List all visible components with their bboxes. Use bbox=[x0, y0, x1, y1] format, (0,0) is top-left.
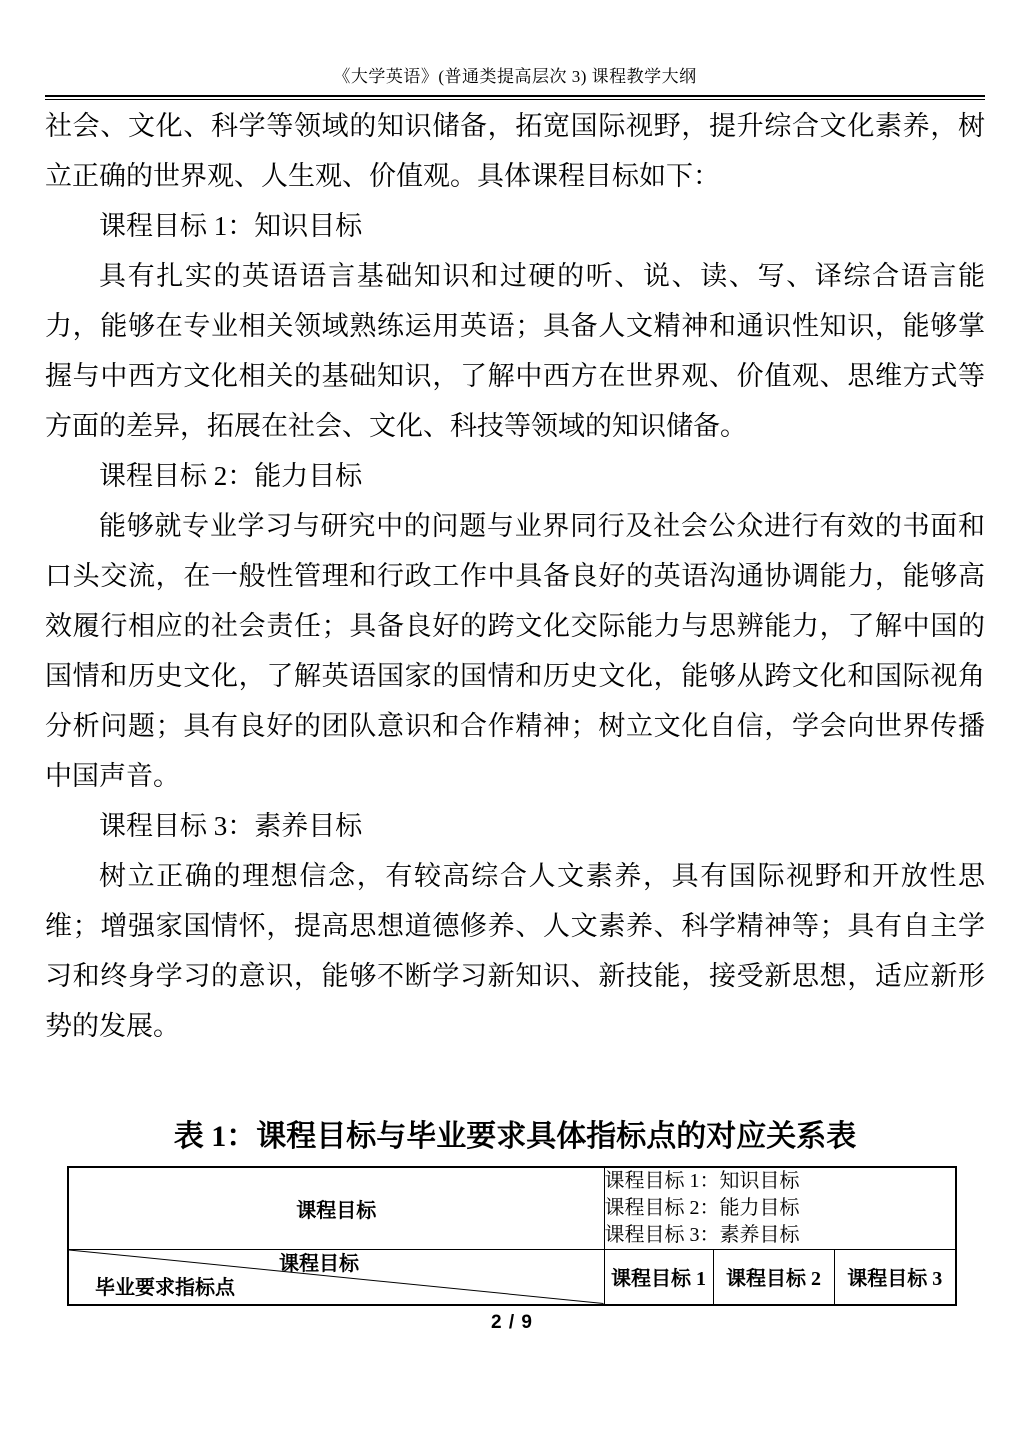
table-caption: 表 1：课程目标与毕业要求具体指标点的对应关系表 bbox=[173, 1120, 857, 1153]
paragraph-intro-continuation: 社会、文化、科学等领域的知识储备，拓宽国际视野，提升综合文化素养，树立正确的世界观、人生观、价值观。具体课程目标如下： bbox=[45, 111, 985, 191]
paragraph-goal1-heading: 课程目标 1：知识目标 bbox=[99, 211, 363, 241]
header-divider-rule bbox=[45, 95, 985, 100]
cell-goal-list bbox=[604, 1167, 956, 1250]
page-number: 2 / 9 bbox=[491, 1312, 533, 1333]
table-row-column-headers bbox=[68, 1250, 956, 1305]
document-body bbox=[45, 101, 985, 1306]
paragraph-goal1-body: 具有扎实的英语语言基础知识和过硬的听、说、读、写、译综合语言能力，能够在专业相关领域熟练运用英语；具备人文精神和通识性知识，能够掌握与中西方文化相关的基础知识，了解中西方在世界观、价值观、思维方式等方面的差异，拓展在社会、文化、科技等领域的知识储备。 bbox=[45, 261, 985, 441]
cell-course-goals-label: 课程目标 bbox=[68, 1167, 604, 1250]
page-header-title: 《大学英语》(普通类提高层次 3) 课程教学大纲 bbox=[333, 67, 697, 86]
diagonal-split-header-cell bbox=[68, 1250, 604, 1305]
column-header-goal-2: 课程目标 2 bbox=[713, 1250, 834, 1305]
goal-requirement-mapping-table bbox=[67, 1166, 957, 1306]
table-row-goals bbox=[68, 1167, 956, 1250]
goal-list-line-2: 课程目标 2：能力目标 bbox=[604, 1197, 800, 1219]
diagonal-label-course-goals: 课程目标 bbox=[279, 1253, 359, 1275]
paragraph-goal2-body: 能够就专业学习与研究中的问题与业界同行及社会公众进行有效的书面和口头交流，在一般性管理和行政工作中具备良好的英语沟通协调能力，能够高效履行相应的社会责任；具备良好的跨文化交际能力与思辨能力，了解中国的国情和历史文化，了解英语国家的国情和历史文化，能够从跨文化和国际视角分析问题；具有良好的团队意识和合作精神；树立文化自信，学会向世界传播中国声音。 bbox=[45, 511, 985, 791]
paragraph-goal3-body: 树立正确的理想信念，有较高综合人文素养，具有国际视野和开放性思维；增强家国情怀，提高思想道德修养、人文素养、科学精神等；具有自主学习和终身学习的意识，能够不断学习新知识、新技能，接受新思想，适应新形势的发展。 bbox=[45, 861, 985, 1041]
diagonal-label-graduation-requirements: 毕业要求指标点 bbox=[95, 1276, 235, 1299]
column-header-goal-1: 课程目标 1 bbox=[604, 1250, 713, 1305]
paragraph-goal2-heading: 课程目标 2：能力目标 bbox=[99, 461, 363, 491]
paragraph-goal3-heading: 课程目标 3：素养目标 bbox=[99, 811, 363, 841]
goal-list-line-1: 课程目标 1：知识目标 bbox=[604, 1170, 800, 1192]
goal-list-line-3: 课程目标 3：素养目标 bbox=[604, 1224, 800, 1246]
column-header-goal-3: 课程目标 3 bbox=[834, 1250, 956, 1305]
